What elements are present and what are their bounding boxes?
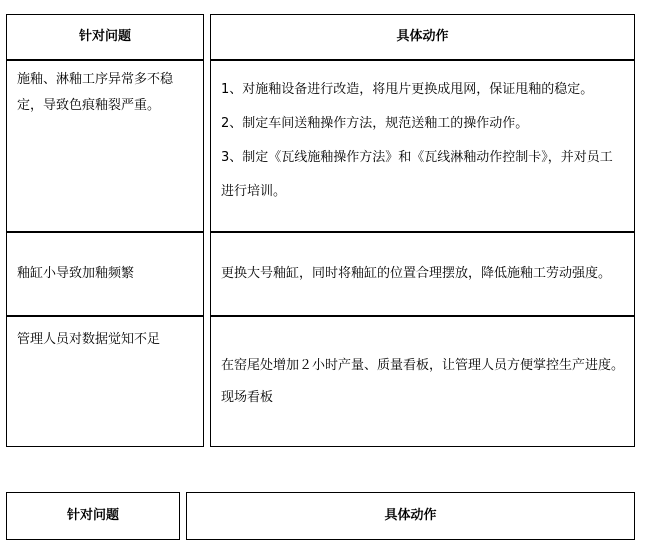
action-cell: [210, 232, 635, 316]
measures-table: [6, 14, 635, 447]
action-line: 1、对施釉设备进行改造，将甩片更换成甩网，保证甩釉的稳定。: [221, 82, 594, 97]
table-row: [6, 232, 635, 316]
header-action: 具体动作: [186, 492, 635, 540]
action-cell: [210, 60, 635, 232]
action-line: 在窑尾处增加２小时产量、质量看板，让管理人员方便掌控生产进度。现场看板: [221, 357, 625, 405]
measures-table-2: [6, 492, 635, 540]
action-line: 3、制定《瓦线施釉操作方法》和《瓦线淋釉动作控制卡》，并对员工进行培训。: [221, 150, 613, 199]
problem-cell: 釉缸小导致加釉频繁: [6, 232, 204, 316]
action-cell: [210, 316, 635, 447]
action-line: 更换大号釉缸，同时将釉缸的位置合理摆放，降低施釉工劳动强度。: [221, 266, 612, 281]
table-header-row: [6, 492, 635, 540]
action-line: 2、制定车间送釉操作方法，规范送釉工的操作动作。: [221, 116, 529, 131]
header-problem: 针对问题: [6, 492, 180, 540]
header-problem: 针对问题: [6, 14, 204, 60]
table-row: [6, 60, 635, 232]
problem-cell: 管理人员对数据觉知不足: [6, 316, 204, 447]
table-header-row: [6, 14, 635, 60]
problem-cell: 施釉、淋釉工序异常多不稳定，导致色痕釉裂严重。: [6, 60, 204, 232]
table-row: [6, 316, 635, 447]
header-action: 具体动作: [210, 14, 635, 60]
